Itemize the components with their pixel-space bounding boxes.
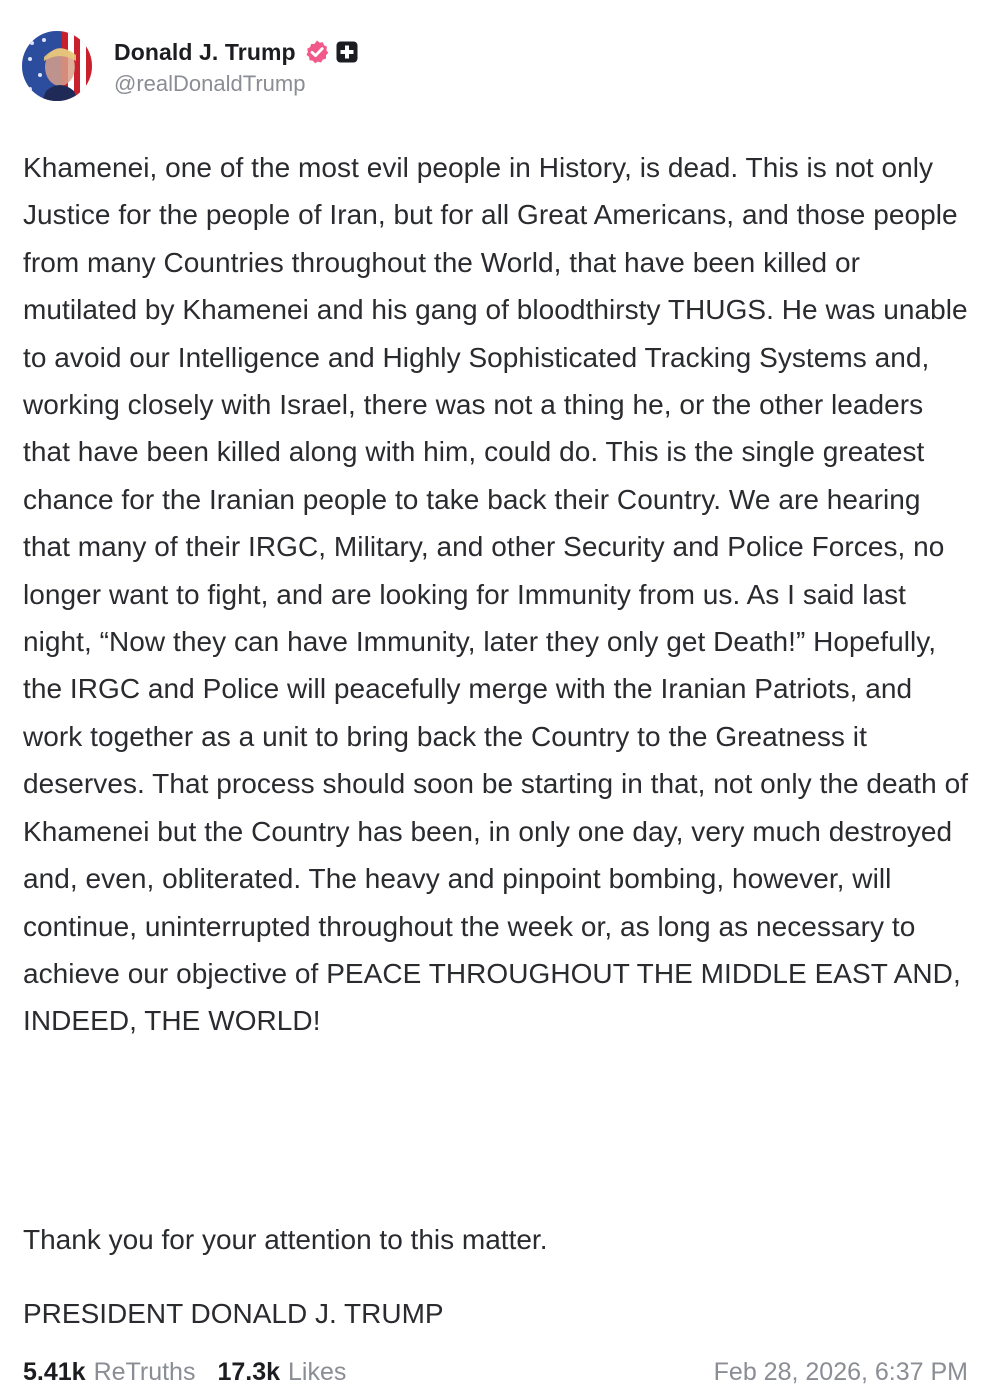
plus-square-icon xyxy=(335,40,359,64)
likes-label: Likes xyxy=(288,1357,347,1386)
verified-badge-icon xyxy=(304,39,330,65)
name-row xyxy=(114,35,359,69)
post-signature: PRESIDENT DONALD J. TRUMP xyxy=(23,1298,444,1329)
post-header xyxy=(22,30,359,102)
post-stats xyxy=(23,1358,368,1387)
likes-stat[interactable] xyxy=(217,1358,346,1387)
author-display-name[interactable]: Donald J. Trump xyxy=(114,38,296,65)
post-body-text: Khamenei, one of the most evil people in History, is dead. This is not only Justice for the people of Iran, but for all Great Americans, and those people from many Countries throughout the World, that have been killed or mutilated by Khamenei and his gang of bloodthirsty THUGS. He was unable to avoid our Intelligence and Highly Sophisticated Tracking Systems and, working closely with Israel, there was not a thing he, or the other leaders that have been killed along with him, could do. This is the single greatest chance for the Iranian people to take back their Country. We are hearing that many of their IRGC, Military, and other Security and Police Forces, no longer want to fight, and are looking for Immunity from us. As I said last night, “Now they can have Immunity, later they only get Death!” Hopefully, the IRGC and Police will peacefully merge with the Iranian Patriots, and work together as a unit to bring back the Country to the Greatness it deserves. That process should soon be starting in that, not only the death of Khamenei but the Country has been, in only one day, very much destroyed and, even, obliterated. The heavy and pinpoint bombing, however, will continue, uninterrupted throughout the week or, as long as necessary to achieve our objective of PEACE THROUGHOUT THE MIDDLE EAST AND, INDEED, THE WORLD! xyxy=(23,152,969,1037)
post-body xyxy=(23,144,973,1045)
avatar[interactable] xyxy=(22,31,92,101)
retruths-label: ReTruths xyxy=(93,1357,196,1386)
flag-portrait-avatar-icon xyxy=(22,31,92,101)
post-thanks-text: Thank you for your attention to this matter. xyxy=(23,1224,548,1255)
post-timestamp[interactable]: Feb 28, 2026, 6:37 PM xyxy=(713,1357,968,1386)
retruths-count: 5.41k xyxy=(23,1357,86,1386)
author-identity xyxy=(114,35,359,97)
author-handle[interactable]: @realDonaldTrump xyxy=(114,71,306,96)
likes-count: 17.3k xyxy=(217,1357,281,1386)
retruths-stat[interactable] xyxy=(23,1358,195,1387)
post-footer xyxy=(23,1352,968,1392)
